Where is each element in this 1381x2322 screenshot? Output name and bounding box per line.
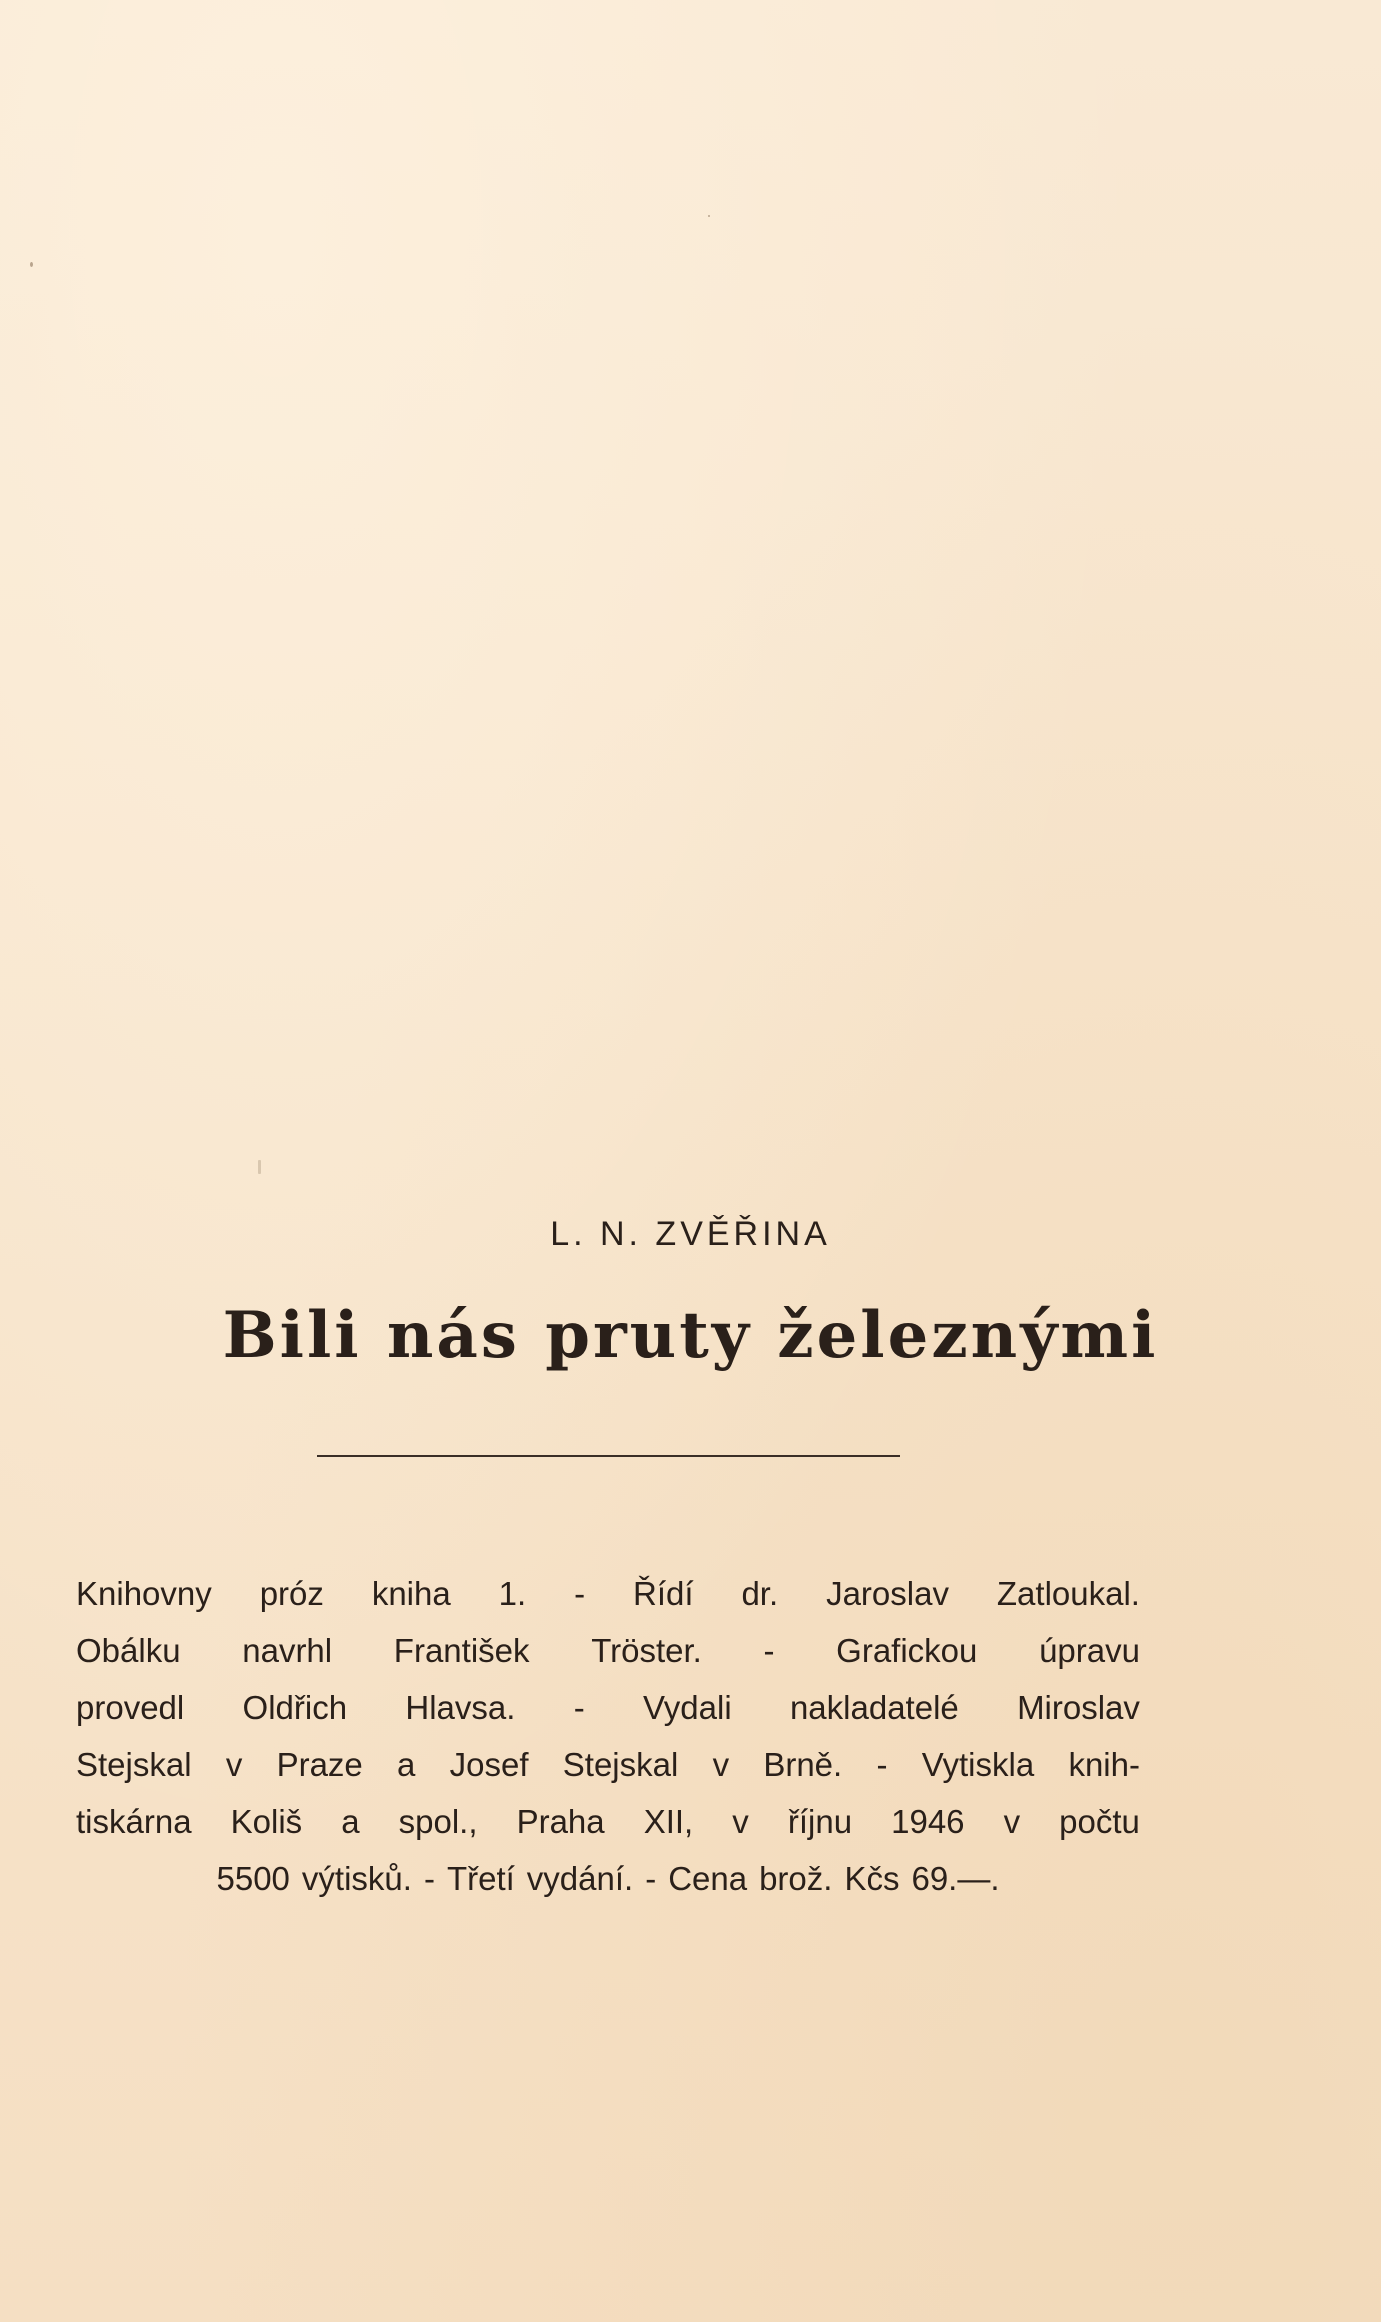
colophon-word: 1.	[498, 1575, 527, 1612]
colophon-word: Praze	[276, 1746, 363, 1783]
colophon-word: počtu	[1059, 1803, 1140, 1840]
colophon-word: Cena	[668, 1860, 748, 1897]
paper-speck	[708, 215, 710, 217]
colophon-word: Třetí	[446, 1860, 515, 1897]
colophon-word: Oldřich	[242, 1689, 348, 1726]
colophon-word: v	[732, 1803, 749, 1840]
colophon-word: Jaroslav	[826, 1575, 949, 1612]
colophon-word: -	[574, 1575, 586, 1612]
colophon-word: nakladatelé	[789, 1689, 959, 1726]
colophon-word: -	[763, 1632, 775, 1669]
colophon-word: 5500	[216, 1860, 290, 1897]
colophon-word: Josef	[449, 1746, 529, 1783]
colophon-word: Vytiskla	[921, 1746, 1035, 1783]
colophon-word: -	[876, 1746, 888, 1783]
colophon-word: František	[393, 1632, 530, 1669]
colophon-word: a	[341, 1803, 360, 1840]
colophon-word: kniha	[371, 1575, 451, 1612]
colophon-word: Zatloukal.	[996, 1575, 1140, 1612]
colophon-word: výtisků.	[301, 1860, 412, 1897]
colophon-word: Knihovny	[76, 1575, 212, 1612]
colophon-word: navrhl	[242, 1632, 333, 1669]
colophon-line	[76, 1736, 1140, 1793]
colophon-word: -	[423, 1860, 435, 1897]
colophon-line	[76, 1565, 1140, 1622]
colophon-word: 69.—.	[911, 1860, 1000, 1897]
colophon-word: Řídí	[633, 1575, 694, 1612]
colophon-word: Miroslav	[1017, 1689, 1140, 1726]
author-name: L. N. ZVĚŘINA	[550, 1215, 831, 1253]
colophon-word: tiskárna	[76, 1803, 192, 1840]
colophon-word: próz	[259, 1575, 324, 1612]
colophon-word: spol.,	[398, 1803, 478, 1840]
colophon-word: 1946	[891, 1803, 965, 1840]
colophon-word: a	[397, 1746, 416, 1783]
colophon-word: Grafickou	[836, 1632, 978, 1669]
paper-speck	[258, 1160, 261, 1174]
colophon	[76, 1565, 1140, 1907]
colophon-line	[76, 1622, 1140, 1679]
colophon-line	[76, 1850, 1140, 1907]
colophon-word: -	[645, 1860, 657, 1897]
title-divider	[317, 1455, 900, 1457]
colophon-word: říjnu	[787, 1803, 853, 1840]
colophon-word: XII,	[643, 1803, 694, 1840]
colophon-word: Hlavsa.	[405, 1689, 516, 1726]
paper-speck	[30, 262, 33, 267]
colophon-word: úpravu	[1039, 1632, 1140, 1669]
colophon-word: v	[712, 1746, 730, 1783]
colophon-word: vydání.	[526, 1860, 634, 1897]
colophon-word: v	[225, 1746, 243, 1783]
colophon-word: brož.	[759, 1860, 833, 1897]
colophon-line	[76, 1679, 1140, 1736]
colophon-word: Vydali	[643, 1689, 732, 1726]
colophon-word: dr.	[741, 1575, 779, 1612]
colophon-word: Brně.	[763, 1746, 843, 1783]
colophon-word: Koliš	[230, 1803, 303, 1840]
colophon-word: knih-	[1068, 1746, 1140, 1783]
colophon-word: Obálku	[76, 1632, 181, 1669]
colophon-word: Stejskal	[562, 1746, 679, 1783]
colophon-word: Tröster.	[591, 1632, 702, 1669]
colophon-word: provedl	[76, 1689, 185, 1726]
colophon-word: -	[573, 1689, 585, 1726]
colophon-word: Stejskal	[76, 1746, 192, 1783]
colophon-word: Praha	[516, 1803, 605, 1840]
colophon-line	[76, 1793, 1140, 1850]
book-title: Bili nás pruty železnými	[222, 1298, 1159, 1373]
colophon-word: Kčs	[844, 1860, 900, 1897]
colophon-word: v	[1003, 1803, 1021, 1840]
